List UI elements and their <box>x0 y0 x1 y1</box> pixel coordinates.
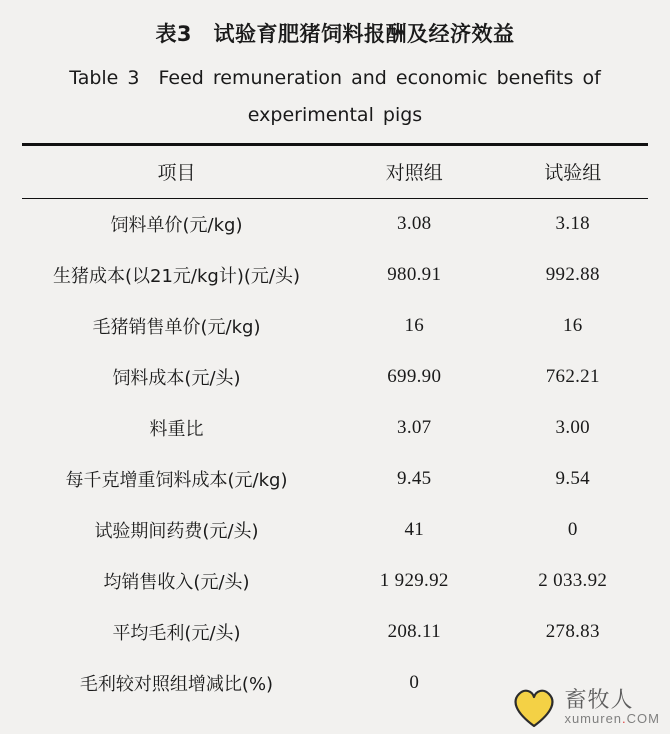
row-test-value: 2 033.92 <box>538 570 608 591</box>
row-control-value: 980.91 <box>387 264 442 285</box>
table-row <box>18 403 652 454</box>
row-test-value: 3.18 <box>555 213 590 234</box>
watermark-text <box>564 689 660 726</box>
watermark-domain-suffix: COM <box>626 710 660 726</box>
row-label: 毛利较对照组增减比(%) <box>79 674 274 695</box>
row-control-value: 1 929.92 <box>379 570 449 591</box>
row-control-value: 699.90 <box>387 366 442 387</box>
data-table <box>18 146 652 198</box>
row-control-value: 208.11 <box>387 621 441 642</box>
heart-icon <box>511 686 557 728</box>
table-row <box>18 505 652 556</box>
row-label: 料重比 <box>149 419 204 440</box>
table-row <box>18 250 652 301</box>
watermark-domain <box>564 712 660 726</box>
row-label: 试验期间药费(元/头) <box>94 521 259 542</box>
row-label: 平均毛利(元/头) <box>112 623 241 644</box>
row-control-value: 41 <box>404 519 425 540</box>
row-test-value: 992.88 <box>545 264 600 285</box>
table-row <box>18 199 652 250</box>
row-test-value: 16 <box>562 315 583 336</box>
header-item: 项目 <box>157 162 196 184</box>
row-test-value: 0 <box>567 519 578 540</box>
row-control-value: 3.08 <box>397 213 432 234</box>
row-test-value: 3.00 <box>555 417 590 438</box>
row-control-value: 0 <box>409 672 420 693</box>
table-head <box>18 146 652 198</box>
table-header-row <box>18 146 652 198</box>
watermark-name-cn: 畜牧人 <box>564 687 634 713</box>
watermark-domain-dot: . <box>622 710 627 726</box>
table-title-english-line2: experimental pigs <box>247 104 423 127</box>
row-label: 生猪成本(以21元/kg计)(元/头) <box>53 266 300 287</box>
table-title-english-line1: Table 3 Feed remuneration and economic benefits of <box>69 67 601 89</box>
table-row <box>18 454 652 505</box>
row-label: 均销售收入(元/头) <box>103 572 250 593</box>
header-test-group: 试验组 <box>544 162 602 184</box>
row-label: 每千克增重饲料成本(元/kg) <box>65 470 288 491</box>
row-test-value: 762.21 <box>545 366 600 387</box>
row-label: 饲料成本(元/头) <box>112 368 241 389</box>
table-row <box>18 556 652 607</box>
table-row <box>18 301 652 352</box>
row-test-value: 9.54 <box>555 468 590 489</box>
row-control-value: 9.45 <box>397 468 432 489</box>
watermark-domain-prefix: xumuren <box>564 710 623 726</box>
table-row <box>18 607 652 658</box>
header-control-group: 对照组 <box>385 162 443 184</box>
row-label: 饲料单价(元/kg) <box>110 215 243 236</box>
site-watermark <box>511 686 660 728</box>
data-table-body <box>18 199 652 709</box>
row-control-value: 16 <box>404 315 425 336</box>
table-title-chinese: 表3 试验育肥猪饲料报酬及经济效益 <box>155 22 515 46</box>
row-control-value: 3.07 <box>397 417 432 438</box>
table-body <box>18 199 652 709</box>
table-row <box>18 352 652 403</box>
row-test-value: 278.83 <box>545 621 600 642</box>
row-label: 毛猪销售单价(元/kg) <box>92 317 261 338</box>
